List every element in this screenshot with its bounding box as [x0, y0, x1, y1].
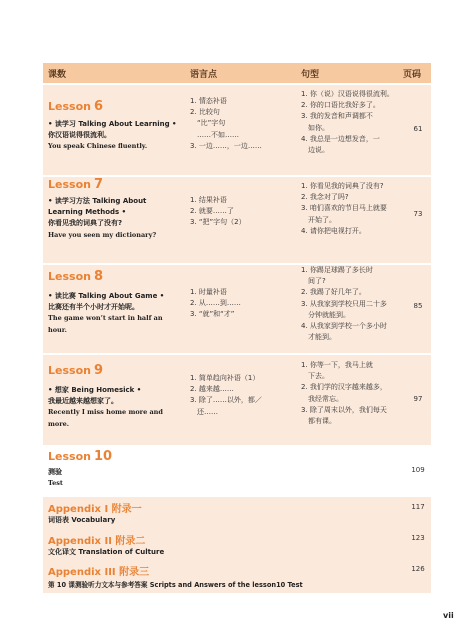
- page-ref: 85: [413, 302, 423, 310]
- grammar-points: 1. 时量补语 2. 从……到…… 3. “就”和“才”: [190, 288, 241, 319]
- lesson-desc: 测验 Test: [48, 468, 63, 488]
- lesson-desc: • 想家 Being Homesick • 我最近越来越想家了。 Recently I miss home more and more.: [48, 386, 163, 428]
- lesson-row-8: [43, 265, 431, 353]
- header-grammar: 语言点: [190, 70, 218, 80]
- grammar-points: 1. 简单趋向补语（1） 2. 越来越…… 3. 除了……以外，都／ 还……: [190, 374, 262, 416]
- lesson-row-7: [43, 177, 431, 263]
- lesson-title: Lesson 6: [48, 99, 103, 114]
- lesson-title: Lesson 10: [48, 449, 113, 464]
- grammar-points: 1. 情态补语 2. 比较句 “比”字句 ……不如…… 3. 一边……，一边……: [190, 97, 262, 150]
- header-page: 页码: [403, 70, 422, 80]
- appendix-title: Appendix III 附录三: [48, 567, 150, 578]
- page-ref: 109: [411, 466, 425, 474]
- header-lesson: 课数: [48, 70, 67, 80]
- lesson-desc: • 读学习 Talking About Learning • 你汉语说得很流利。 You speak Chinese fluently.: [48, 120, 177, 151]
- page-ref: 126: [411, 565, 425, 573]
- sentence-patterns: 1. 你（说）汉语说得很流利。 2. 你的口语比我好多了。 3. 我的发音和声调都不 如你。 4. 我总是一边想发音，一 边说。: [301, 90, 394, 155]
- lesson-title: Lesson 9: [48, 363, 103, 378]
- page-number: vii: [443, 611, 454, 620]
- lesson-row-6: [43, 85, 431, 175]
- appendix-block: [43, 497, 431, 593]
- sentence-patterns: 1. 你踢足球踢了多长时 间了? 2. 我踢了好几年了。 3. 从我家到学校只用二十多 分钟就能到。 4. 从我家到学校一个多小时 才能到。: [301, 266, 387, 342]
- page-ref: 61: [413, 125, 423, 133]
- header-sentences: 句型: [301, 70, 320, 80]
- lesson-desc: • 读比赛 Talking About Game • 比赛还有半个小时才开始呢。 The game won’t start in half an hour.: [48, 292, 165, 334]
- lesson-title: Lesson 7: [48, 177, 103, 192]
- lesson-row-10: [43, 447, 431, 495]
- appendix-sub: 文化译文 Translation of Culture: [48, 548, 165, 556]
- sentence-patterns: 1. 你看见我的词典了没有? 2. 我念对了吗? 3. 咱们喜欢的节目马上就要 开始了。 4. 请你把电视打开。: [301, 182, 387, 235]
- appendix-sub: 第 10 课测验听力文本与参考答案 Scripts and Answers of the lesson10 Test: [48, 581, 303, 589]
- page-ref: 73: [413, 210, 423, 218]
- appendix-sub: 词语表 Vocabulary: [48, 516, 116, 524]
- page-ref: 117: [411, 503, 425, 511]
- page-ref: 123: [411, 534, 425, 542]
- lesson-title: Lesson 8: [48, 269, 103, 284]
- appendix-title: Appendix II 附录二: [48, 536, 146, 547]
- appendix-title: Appendix I 附录一: [48, 504, 142, 515]
- grammar-points: 1. 结果补语 2. 就要……了 3. “把”字句（2）: [190, 196, 246, 227]
- sentence-patterns: 1. 你等一下，我马上就 下去。 2. 我们学的汉字越来越多， 我经常忘。 3. 除了周末以外，我们每天 都有课。: [301, 361, 387, 426]
- lesson-row-9: [43, 355, 431, 445]
- lesson-desc: • 读学习方法 Talking About Learning Methods • 你看见我的词典了没有? Have you seen my dictionary?: [48, 197, 157, 239]
- page-ref: 97: [413, 395, 423, 403]
- table-header: [43, 63, 431, 83]
